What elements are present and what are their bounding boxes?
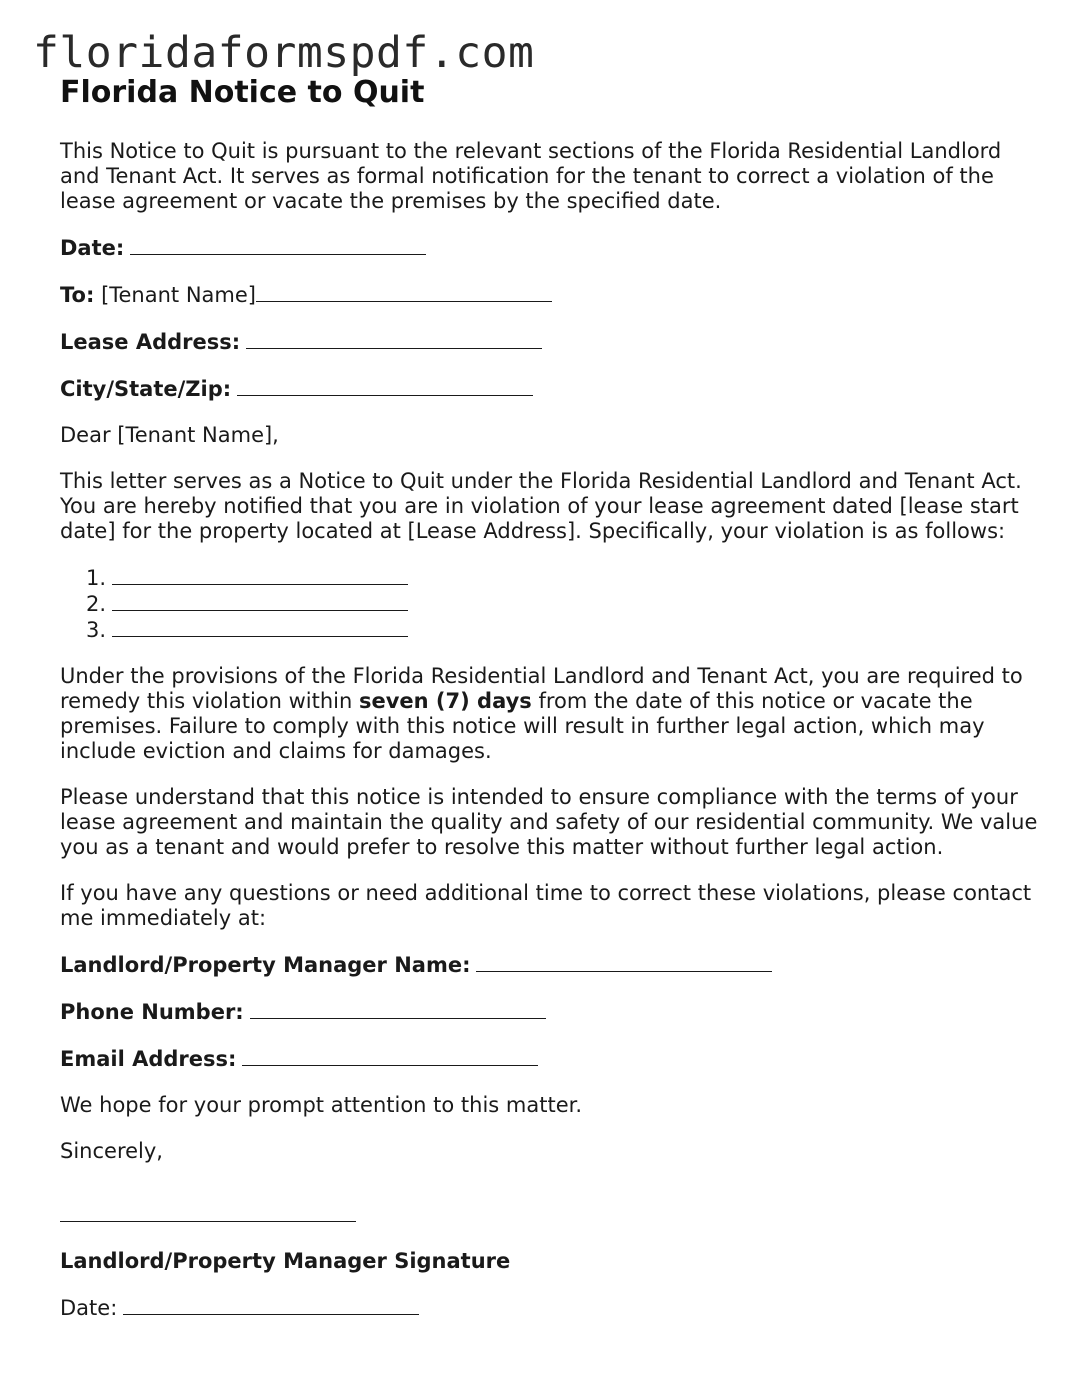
signature-date-field (60, 1295, 1040, 1321)
greeting: Dear [Tenant Name], (60, 423, 279, 447)
contact-paragraph: If you have any questions or need additional time to correct these violations, please contact me immediately at: (60, 881, 1032, 930)
document-title: Florida Notice to Quit (60, 75, 425, 110)
to-value: [Tenant Name] (101, 283, 256, 307)
manager-name-label: Landlord/Property Manager Name: (60, 953, 471, 977)
to-blank[interactable] (256, 282, 552, 302)
remedy-paragraph (60, 664, 1040, 764)
email-label: Email Address: (60, 1047, 237, 1071)
list-item-number: 2. (86, 592, 107, 616)
date-field (60, 235, 1040, 261)
violation-list (60, 565, 1040, 643)
phone-field (60, 999, 1040, 1025)
phone-label: Phone Number: (60, 1000, 244, 1024)
intro-paragraph: This Notice to Quit is pursuant to the relevant sections of the Florida Residential Landlord and Tenant Act. It serves as formal notification for the tenant to correct a violation of the lease agreement or vacate the premises by the specified date. (60, 139, 1002, 213)
remedy-text-before: Under the provisions of the Florida Residential Landlord and Tenant Act, you are required to remedy this violation within (60, 664, 1023, 713)
signature-date-label: Date: (60, 1296, 118, 1320)
list-item (60, 591, 1040, 617)
city-state-zip-label: City/State/Zip: (60, 377, 232, 401)
lease-address-field (60, 329, 1040, 355)
signature-title: Landlord/Property Manager Signature (60, 1249, 511, 1273)
remedy-text-after: from the date of this notice or vacate the premises. Failure to comply with this notice will result in further legal action, which may include eviction and claims for damages. (60, 689, 985, 763)
list-item (60, 565, 1040, 591)
signature-date-blank[interactable] (123, 1295, 419, 1315)
email-field (60, 1046, 1040, 1072)
date-blank[interactable] (130, 235, 426, 255)
to-label: To: (60, 283, 95, 307)
watermark: floridaformspdf.com (33, 28, 535, 78)
city-state-zip-field (60, 376, 1040, 402)
signature-blank[interactable] (60, 1202, 356, 1222)
compliance-paragraph: Please understand that this notice is intended to ensure compliance with the terms of your lease agreement and maintain the quality and safety of our residential community. We value you as a tenant and would prefer to resolve this matter without further legal action. (60, 785, 1038, 859)
list-item (60, 617, 1040, 643)
lease-address-blank[interactable] (246, 329, 542, 349)
closing-line: We hope for your prompt attention to this matter. (60, 1093, 583, 1117)
to-field (60, 282, 1040, 308)
lease-address-label: Lease Address: (60, 330, 241, 354)
email-blank[interactable] (242, 1046, 538, 1066)
violation-blank[interactable] (112, 565, 408, 585)
sincerely: Sincerely, (60, 1139, 163, 1163)
list-item-number: 1. (86, 566, 107, 590)
violation-blank[interactable] (112, 617, 408, 637)
date-label: Date: (60, 236, 125, 260)
document-body (60, 74, 1040, 1321)
signature-line (60, 1202, 1040, 1228)
city-state-zip-blank[interactable] (237, 376, 533, 396)
remedy-deadline: seven (7) days (358, 689, 532, 713)
list-item-number: 3. (86, 618, 107, 642)
manager-name-blank[interactable] (476, 952, 772, 972)
manager-name-field (60, 952, 1040, 978)
violation-paragraph: This letter serves as a Notice to Quit under the Florida Residential Landlord and Tenant Act. You are hereby notified that you are in violation of your lease agreement dated [lease start date] for the property located at [Lease Address]. Specifically, your violation is as follows: (60, 469, 1022, 543)
phone-blank[interactable] (250, 999, 546, 1019)
violation-blank[interactable] (112, 591, 408, 611)
